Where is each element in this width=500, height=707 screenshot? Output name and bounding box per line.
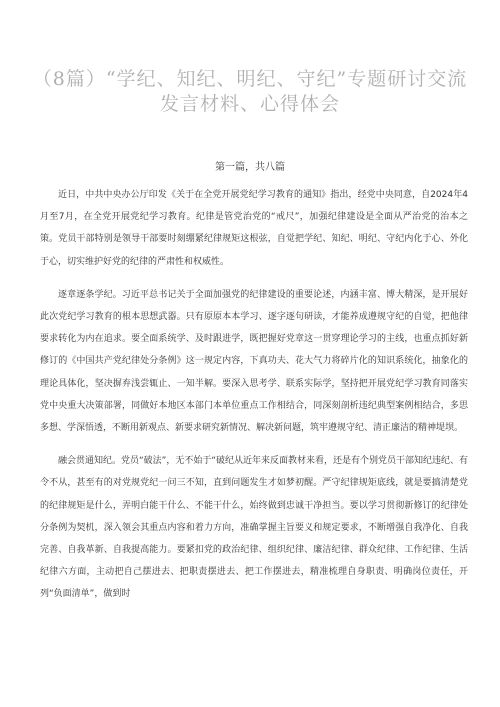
section-subheading: 第一篇，共八篇 (215, 162, 285, 173)
document-title-line-1: （8篇）“学纪、知纪、明纪、守纪”专题研讨交流 (32, 68, 468, 90)
paragraph-1: 近日，中共中央办公厅印发《关于在全党开展党纪学习教育的通知》指出，经党中央同意，自2024年4月至7月，在全党开展党纪学习教育。纪律是管党治党的“戒尺”，加强纪律建设是全面从严治党的治本之策。党员干部特别是领导干部要时刻绷紧纪律规矩这根弦，自觉把学纪、知纪、明纪、守纪内化于心、外化于心，切实维护好党的纪律的严肃性和权威性。 (40, 190, 468, 267)
paragraph-2: 逐章逐条学纪。习近平总书记关于全面加强党的纪律建设的重要论述，内涵丰富、博大精深，是开展好此次党纪学习教育的根本思想武器。只有原原本本学习、逐字逐句研读，才能养成遵规守纪的自觉，把他律要求转化为内在追求。要全面系统学、及时跟进学，既把握好党章这一贯穿理论学习的主线，也重点抓好新修订的《中国共产党纪律处分条例》这一规定内容，下真功夫、花大气力将碎片化的知识系统化，抽象化的理论具体化，坚决摒弃浅尝辄止、一知半解。要深入思考学、联系实际学，坚持把开展党纪学习教育同落实党中央重大决策部署，同做好本地区本部门本单位重点工作相结合，同深刻剖析违纪典型案例相结合，多思多想、学深悟透，不断用新观点、新要求研究新情况、解决新问题，筑牢遵规守纪、清正廉洁的精神堤坝。 (40, 289, 468, 434)
paragraph-3: 融会贯通知纪。党员“破法”，无不始于“破纪从近年来反面教材来看，还是有个别党员干部知纪违纪、有令不从，甚至有的对党规党纪一问三不知，直到问题发生才如梦初醒。严守纪律规矩底线，就是要搞清楚党的纪律规矩是什么，弄明白能干什么、不能干什么，始终做到忠诚干净担当。要以学习贯彻新修订的纪律处分条例为契机，深入领会其重点内容和着力方向，准确掌握主旨要义和规定要求，不断增强自我净化、自我完善、自我革新、自我提高能力。要紧扣党的政治纪律、组织纪律、廉洁纪律、群众纪律、工作纪律、生活纪律六方面，主动把自己摆进去、把职责摆进去、把工作摆进去，精准梳理自身职责、明确岗位责任，开列“负面清单”，做到时 (40, 456, 468, 600)
document-title-line-2: 发言材料、心得体会 (159, 93, 340, 115)
document-body (40, 184, 468, 617)
